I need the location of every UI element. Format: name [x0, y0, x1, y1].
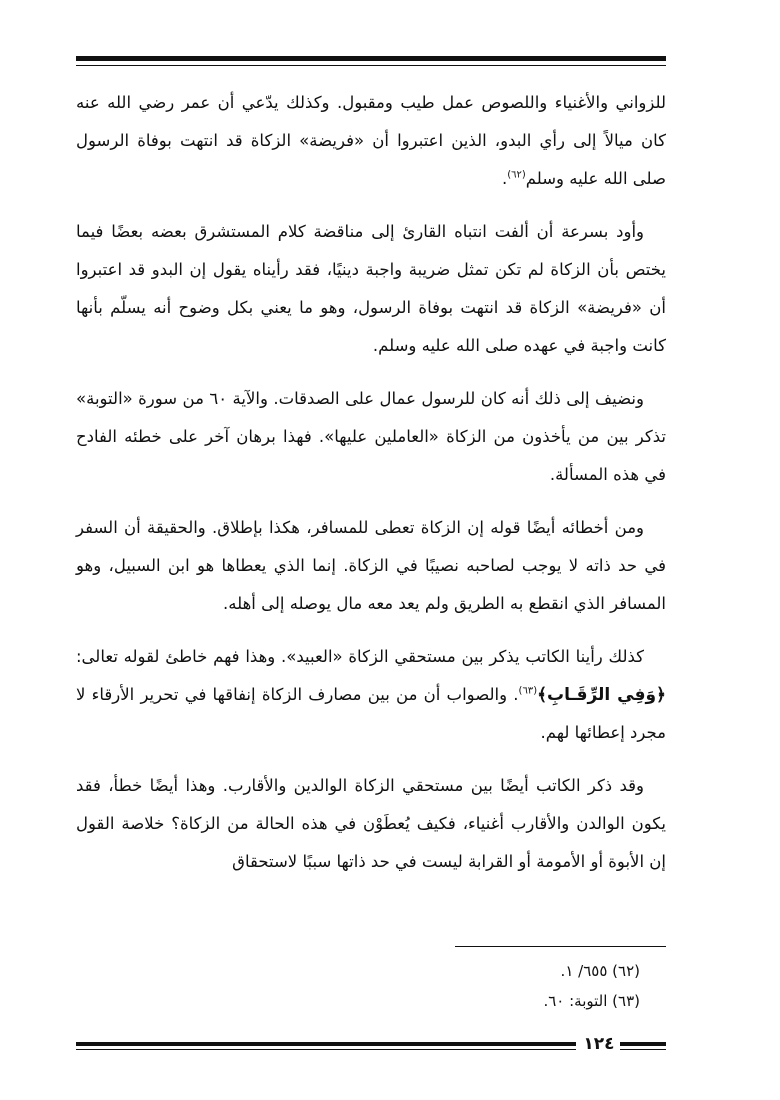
paragraph-2-text: وأود بسرعة أن ألفت انتباه القارئ إلى مناقضة كلام المستشرق بعضه بعضًا فيما يختص بأن الزكاة لم تكن تمثل ضريبة واجبة دينيًا، فقد رأيناه يقول إن البدو قد اعتبروا أن «فريضة» الزكاة قد انتهت بوفاة الرسول، وهو ما يعني بكل وضوح أنه يسلّم بأنها كانت واجبة في عهده صلى الله عليه وسلم. — [76, 222, 666, 355]
paragraph-4-text: ومن أخطائه أيضًا قوله إن الزكاة تعطى للمسافر، هكذا بإطلاق. والحقيقة أن السفر في حد ذاته لا يوجب لصاحبه نصيبًا في الزكاة. إنما الذي يعطاها هو ابن السبيل، وهو المسافر الذي انقطع به الطريق ولم يعد معه مال يوصله إلى أهله. — [76, 518, 666, 613]
header-rule-thick — [76, 56, 666, 61]
paragraph-6 — [76, 767, 666, 881]
footnotes — [76, 956, 666, 1016]
footnote-ref-63[interactable]: (٦٣) — [518, 685, 538, 697]
body-text — [76, 84, 666, 896]
footer-rule-left-thin — [76, 1049, 576, 1050]
page-number: ١٢٤ — [583, 1034, 615, 1054]
footer-rule-left-thick — [76, 1042, 576, 1046]
header-rule-thin — [76, 65, 666, 66]
paragraph-3 — [76, 380, 666, 494]
paragraph-2 — [76, 213, 666, 365]
footnote-separator — [455, 946, 666, 947]
paragraph-1-text: للزواني والأغنياء واللصوص عمل طيب ومقبول. وكذلك يدّعي أن عمر رضي الله عنه كان ميالاً إلى رأي البدو، الذين اعتبروا أن «فريضة» الزكاة قد انتهت بوفاة الرسول صلى الله عليه وسلم — [76, 93, 666, 188]
paragraph-3-text: ونضيف إلى ذلك أنه كان للرسول عمال على الصدقات. والآية ٦٠ من سورة «التوبة» تذكر بين من يأخذون من الزكاة «العاملين عليها». فهذا برهان آخر على خطئه الفادح في هذه المسألة. — [76, 389, 666, 484]
footnote-62: (٦٢) ٦٥٥/ ١. — [560, 962, 640, 980]
footer-rule-right-thick — [620, 1042, 666, 1046]
quran-verse: ﴿وَفِي الرِّقَـابِ﴾ — [537, 685, 666, 705]
paragraph-5-tail: . والصواب أن من بين مصارف الزكاة إنفاقها في تحرير الأرقاء لا مجرد إعطائها لهم. — [76, 685, 666, 742]
paragraph-4 — [76, 509, 666, 623]
paragraph-1-end: . — [501, 169, 508, 188]
paragraph-5-text: كذلك رأينا الكاتب يذكر بين مستحقي الزكاة «العبيد». وهذا فهم خاطئ لقوله تعالى: — [76, 647, 644, 666]
footer-rule-right-thin — [620, 1049, 666, 1050]
footnote-ref-62[interactable]: (٦٢) — [507, 169, 526, 181]
paragraph-6-text: وقد ذكر الكاتب أيضًا بين مستحقي الزكاة الوالدين والأقارب. وهذا أيضًا خطأ، فقد يكون الوالدن والأقارب أغنياء، فكيف يُعطَوْن في هذه الحالة من الزكاة؟ خلاصة القول إن الأبوة أو الأمومة أو القرابة ليست في حد ذاتها سببًا لاستحقاق — [76, 776, 666, 871]
paragraph-5 — [76, 638, 666, 752]
footnote-63: (٦٣) التوبة: ٦٠. — [543, 992, 640, 1010]
paragraph-1 — [76, 84, 666, 198]
